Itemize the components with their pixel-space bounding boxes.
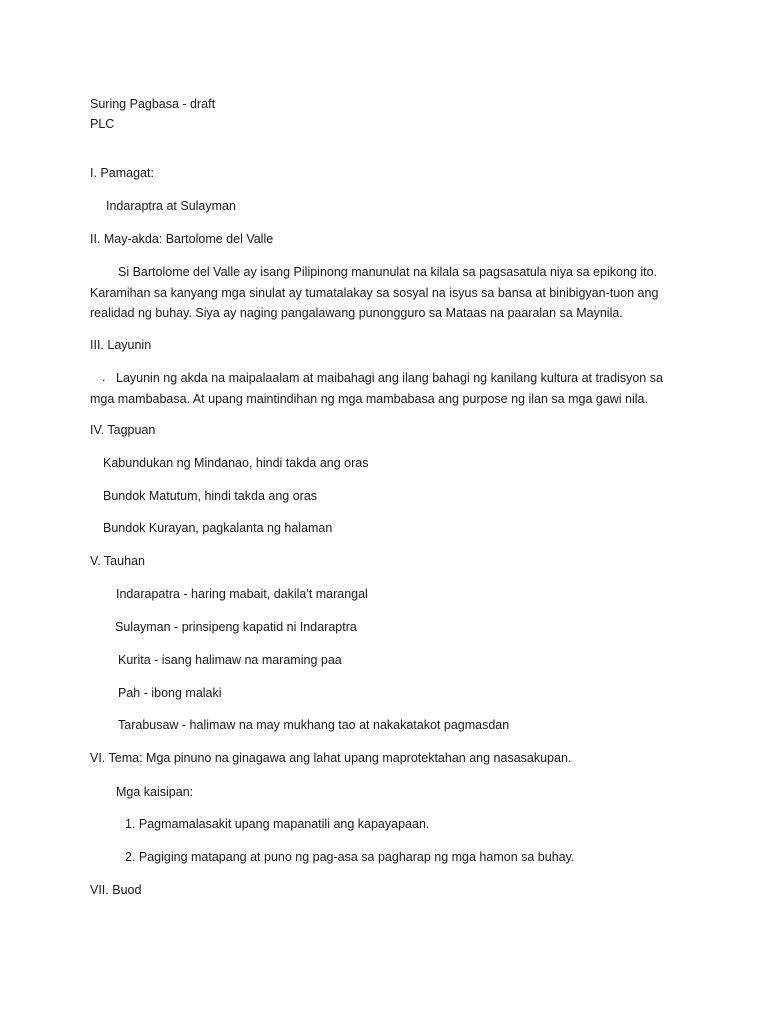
- section-heading-layunin: III. Layunin: [90, 338, 152, 352]
- section-heading-tagpuan: IV. Tagpuan: [90, 423, 156, 437]
- kaisipan-item: 2. Pagiging matapang at puno ng pag-asa sa pagharap ng mga hamon sa buhay.: [125, 850, 575, 864]
- tagpuan-item: Bundok Kurayan, pagkalanta ng halaman: [103, 521, 333, 535]
- section-heading-pamagat: I. Pamagat:: [90, 166, 154, 180]
- tagpuan-item: Kabundukan ng Mindanao, hindi takda ang oras: [103, 456, 369, 470]
- pamagat-value: Indaraptra at Sulayman: [106, 199, 236, 213]
- may-akda-paragraph: Si Bartolome del Valle ay isang Pilipinong manunulat na kilala sa pagsasatula niya sa epikong ito. Karamihan sa kanyang mga sinulat ay tumatalakay sa sosyal na isyus sa bansa at binibigyan-tuon ang realidad ng buhay. Siya ay naging pangalawang punongguro sa Mataas na paaralan sa Maynila.: [90, 265, 659, 320]
- section-heading-tauhan: V. Tauhan: [90, 554, 145, 568]
- document-subtitle: PLC: [90, 117, 115, 131]
- layunin-paragraph: Layunin ng akda na maipalaalam at maibahagi ang ilang bahagi ng kanilang kultura at tradisyon sa mga mambabasa. At upang maintindihan ng mga mambabasa ang purpose ng ilan sa mga gawi nila.: [90, 371, 663, 406]
- tagpuan-item: Bundok Matutum, hindi takda ang oras: [103, 489, 318, 503]
- tauhan-item: Indarapatra - haring mabait, dakila't marangal: [116, 587, 368, 601]
- section-heading-buod: VII. Buod: [90, 883, 142, 897]
- tauhan-item: Pah - ibong malaki: [118, 686, 222, 700]
- document-title: Suring Pagbasa - draft: [90, 97, 216, 111]
- tauhan-item: Kurita - isang halimaw na maraming paa: [118, 653, 342, 667]
- tauhan-item: Tarabusaw - halimaw na may mukhang tao at nakakatakot pagmasdan: [118, 718, 510, 732]
- tauhan-item: Sulayman - prinsipeng kapatid ni Indaraptra: [115, 620, 357, 634]
- section-heading-tema: VI. Tema: Mga pinuno na ginagawa ang lahat upang maprotektahan ang nasasakupan.: [90, 751, 572, 765]
- kaisipan-subheading: Mga kaisipan:: [116, 785, 194, 799]
- kaisipan-item: 1. Pagmamalasakit upang mapanatili ang kapayapaan.: [125, 817, 430, 831]
- section-heading-may-akda: II. May-akda: Bartolome del Valle: [90, 232, 274, 246]
- layunin-bullet: .: [102, 370, 106, 384]
